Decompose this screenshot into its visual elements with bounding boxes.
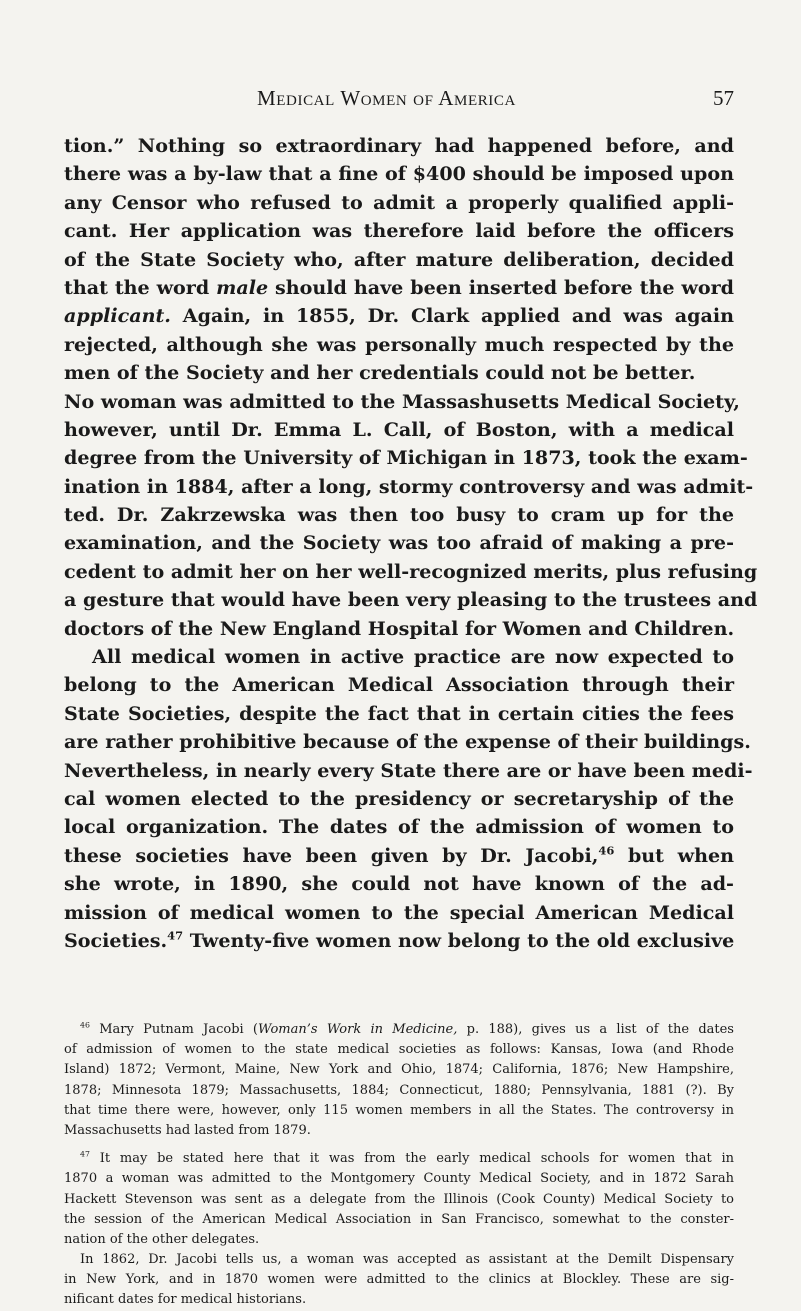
emphasis-applicant: applicant. <box>64 304 171 328</box>
footnote-47-line: Hackett Stevenson was sent as a delegate from the Illinois (Cook County) Medical Society to <box>64 1191 734 1207</box>
text-line: examination, and the Society was too afraid of making a pre- <box>64 531 734 555</box>
text-line: rejected, although she was personally much respected by the <box>64 332 734 356</box>
footnote-46-line: Island) 1872; Vermont, Maine, New York and Ohio, 1874; California, 1876; New Hampshire, <box>64 1062 734 1078</box>
text-line: All medical women in active practice are now expected to <box>92 645 734 669</box>
text-line: cant. Her application was therefore laid before the officers <box>64 219 734 243</box>
text-segment: these societies have been given by Dr. Jacobi, <box>64 843 599 867</box>
text-line: local organization. The dates of the admission of women to <box>64 815 734 839</box>
footnote-46-line: of admission of women to the state medical societies as follows: Kansas, Iowa (and Rhode <box>64 1042 734 1058</box>
text-segment: should have been inserted before the word <box>268 275 734 299</box>
text-line: Nevertheless, in nearly every State there are or have been medi- <box>64 758 753 782</box>
text-line: men of the Society and her credentials could not be better. <box>64 361 696 385</box>
footnote-46-line <box>64 1020 734 1040</box>
footnotes <box>64 1020 734 1311</box>
footnote-47-line: in New York, and in 1870 women were admitted to the clinics at Blockley. These are sig- <box>64 1272 734 1288</box>
footnote-ref-47: 47 <box>167 928 184 943</box>
text-line: ted. Dr. Zakrzewska was then too busy to cram up for the <box>64 503 734 527</box>
body-text <box>64 132 758 955</box>
text-segment: It may be stated here that it was from the early medical schools for women that in <box>99 1151 734 1167</box>
footnote-gap <box>64 1141 734 1149</box>
running-title: Medical Women of America <box>257 86 516 110</box>
text-line <box>64 302 734 330</box>
text-segment: but when <box>627 843 734 867</box>
text-line: a gesture that would have been very pleasing to the trustees and <box>64 588 758 612</box>
footnote-46-line: that time there were, however, only 115 women members in all the States. The controversy in <box>64 1102 734 1118</box>
text-segment: p. 188), gives us a list of the dates <box>466 1022 734 1037</box>
text-line: are rather prohibitive because of the expense of their buildings. <box>64 730 751 754</box>
footnote-47-line: In 1862, Dr. Jacobi tells us, a woman was accepted as assistant at the Demilt Dispensary <box>80 1252 734 1268</box>
text-line: doctors of the New England Hospital for Women and Children. <box>64 616 735 640</box>
text-segment: that the word <box>64 275 217 299</box>
text-segment: Societies. <box>64 928 168 952</box>
text-line: degree from the University of Michigan in 1873, took the exam- <box>64 446 748 470</box>
text-line: ination in 1884, after a long, stormy controversy and was admit- <box>64 474 754 498</box>
footnote-47-line: nificant dates for medical historians. <box>64 1292 307 1308</box>
footnote-47-number: 47 <box>80 1149 90 1159</box>
text-line: of the State Society who, after mature deliberation, decided <box>64 247 734 271</box>
text-line: cedent to admit her on her well-recognized merits, plus refusing <box>64 559 758 583</box>
text-segment: Mary Putnam Jacobi ( <box>99 1022 258 1037</box>
text-line: cal women elected to the presidency or secretaryship of the <box>64 786 734 810</box>
footnote-ref-46: 46 <box>598 843 615 858</box>
text-line: however, until Dr. Emma L. Call, of Boston, with a medical <box>64 417 734 441</box>
footnote-47-line: 1870 a woman was admitted to the Montgomery County Medical Society, and in 1872 Sarah <box>64 1171 734 1187</box>
footnote-46-line: 1878; Minnesota 1879; Massachusetts, 1884; Connecticut, 1880; Pennsylvania, 1881 (?). By <box>64 1082 734 1098</box>
emphasis-male: male <box>216 275 269 299</box>
footnote-46-number: 46 <box>80 1020 90 1030</box>
text-line: tion.” Nothing so extraordinary had happened before, and <box>64 134 734 157</box>
text-line: she wrote, in 1890, she could not have known of the ad- <box>64 872 734 896</box>
text-line: mission of medical women to the special American Medical <box>64 900 734 924</box>
text-line: there was a by-law that a fine of $400 should be imposed upon <box>64 162 734 186</box>
footnote-46-title: Woman’s Work in Medicine, <box>258 1022 458 1037</box>
text-line <box>64 842 734 870</box>
text-segment: Again, in 1855, Dr. Clark applied and was again <box>170 304 734 328</box>
text-line <box>64 274 734 302</box>
text-line: State Societies, despite the fact that in certain cities the fees <box>64 701 734 725</box>
footnote-46-line: Massachusetts had lasted from 1879. <box>64 1122 311 1138</box>
footnote-47-line <box>64 1149 734 1169</box>
text-line: any Censor who refused to admit a properly qualified appli- <box>64 190 734 214</box>
page-number: 57 <box>713 86 734 110</box>
text-segment: Twenty-five women now belong to the old exclusive <box>189 928 735 952</box>
running-head <box>64 86 734 116</box>
text-line: belong to the American Medical Association through their <box>64 673 734 697</box>
text-line <box>64 927 734 955</box>
footnote-47-line: nation of the other delegates. <box>64 1231 260 1247</box>
text-line: No woman was admitted to the Massashusetts Medical Society, <box>64 389 740 413</box>
footnote-47-line: the session of the American Medical Association in San Francisco, somewhat to the conster- <box>64 1211 734 1227</box>
